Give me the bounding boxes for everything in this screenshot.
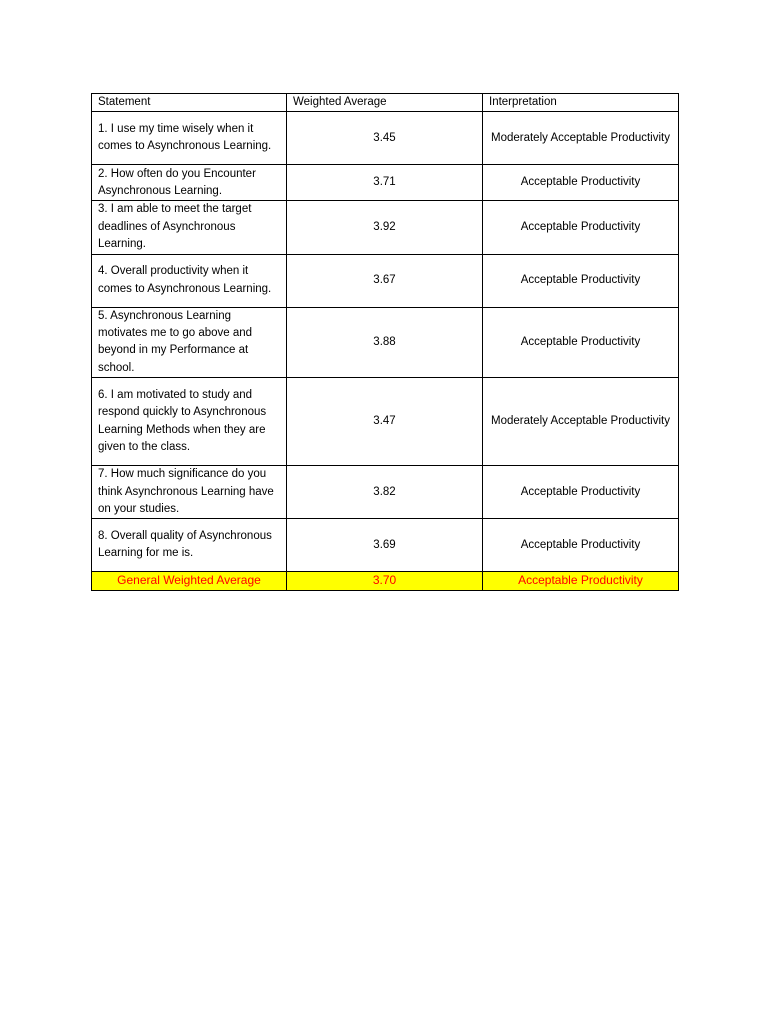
table-row (92, 201, 679, 254)
row-weighted-average: 3.88 (287, 307, 483, 378)
results-table (91, 93, 679, 591)
row-interpretation: Moderately Acceptable Productivity (483, 378, 679, 466)
row-statement: 1. I use my time wisely when it comes to Asynchronous Learning. (92, 112, 287, 165)
header-weighted-average: Weighted Average (287, 94, 483, 112)
general-weighted-average-row (92, 572, 679, 590)
row-weighted-average: 3.71 (287, 165, 483, 201)
row-statement: 2. How often do you Encounter Asynchronous Learning. (92, 165, 287, 201)
table-header-row (92, 94, 679, 112)
row-interpretation: Acceptable Productivity (483, 254, 679, 307)
total-weighted-average: 3.70 (287, 572, 483, 590)
header-statement: Statement (92, 94, 287, 112)
row-interpretation: Acceptable Productivity (483, 466, 679, 519)
table-row (92, 378, 679, 466)
row-interpretation: Moderately Acceptable Productivity (483, 112, 679, 165)
row-statement: 5. Asynchronous Learning motivates me to go above and beyond in my Performance at school. (92, 307, 287, 378)
table-row (92, 112, 679, 165)
table-row (92, 165, 679, 201)
row-interpretation: Acceptable Productivity (483, 307, 679, 378)
row-statement: 8. Overall quality of Asynchronous Learning for me is. (92, 519, 287, 572)
row-statement: 7. How much significance do you think Asynchronous Learning have on your studies. (92, 466, 287, 519)
row-interpretation: Acceptable Productivity (483, 165, 679, 201)
table-row (92, 519, 679, 572)
row-weighted-average: 3.47 (287, 378, 483, 466)
header-interpretation: Interpretation (483, 94, 679, 112)
row-statement: 3. I am able to meet the target deadlines of Asynchronous Learning. (92, 201, 287, 254)
row-interpretation: Acceptable Productivity (483, 519, 679, 572)
table-row (92, 307, 679, 378)
row-weighted-average: 3.69 (287, 519, 483, 572)
table-row (92, 466, 679, 519)
row-statement: 6. I am motivated to study and respond quickly to Asynchronous Learning Methods when they are given to the class. (92, 378, 287, 466)
row-statement: 4. Overall productivity when it comes to Asynchronous Learning. (92, 254, 287, 307)
row-weighted-average: 3.67 (287, 254, 483, 307)
table-row (92, 254, 679, 307)
row-weighted-average: 3.82 (287, 466, 483, 519)
row-weighted-average: 3.45 (287, 112, 483, 165)
row-interpretation: Acceptable Productivity (483, 201, 679, 254)
row-weighted-average: 3.92 (287, 201, 483, 254)
total-label: General Weighted Average (92, 572, 287, 590)
total-interpretation: Acceptable Productivity (483, 572, 679, 590)
